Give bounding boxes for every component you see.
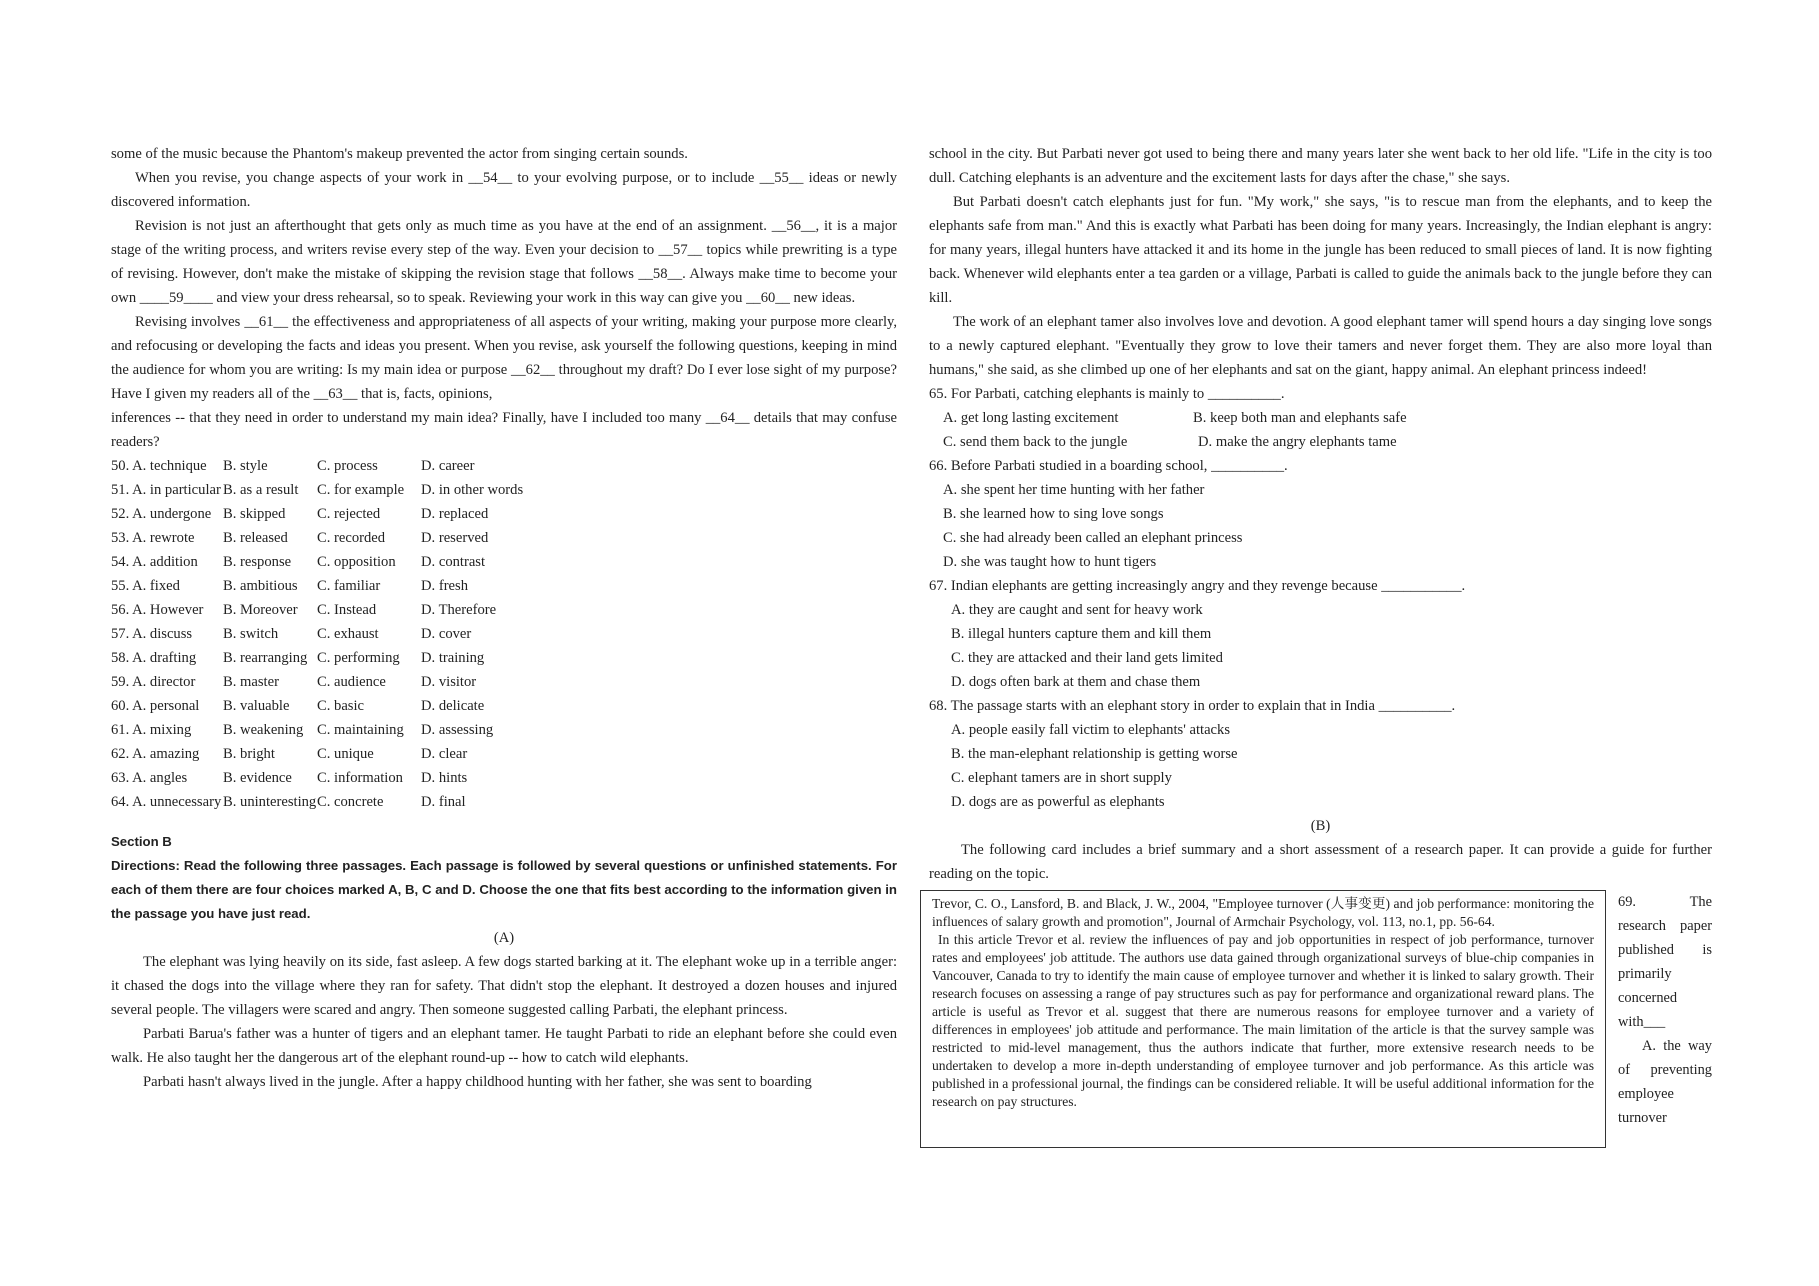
option-row — [111, 550, 897, 574]
option-b: B. uninteresting — [223, 794, 317, 810]
option-a: 50. A. technique — [111, 458, 207, 474]
option-d: D. cover — [421, 626, 472, 642]
option-b: B. as a result — [223, 482, 299, 498]
question-67: 67. Indian elephants are getting increasingly angry and they revenge because ___________. — [929, 578, 1466, 594]
option-c: C. audience — [317, 674, 386, 690]
option-b: B. evidence — [223, 770, 292, 786]
section-title: Section B — [111, 834, 172, 849]
option-68-d: D. dogs are as powerful as elephants — [951, 794, 1165, 810]
paragraph-involves: Revising involves __61__ the effectiveness and appropriateness of all aspects of your writing, making your purpose more clearly, and refocusing or developing the facts and ideas you present. When you revise, ask yourself the following questions, keeping in mind the audience for whom you are writing: Is my main idea or purpose __62__ throughout my draft? Do I ever lose sight of my purpose? Have I given my readers all of the __63__ that is, facts, opinions, — [111, 314, 897, 402]
option-b: B. switch — [223, 626, 279, 642]
option-a: 51. A. in particular — [111, 482, 221, 498]
option-d: D. hints — [421, 770, 468, 786]
option-b: B. style — [223, 458, 268, 474]
question-66: 66. Before Parbati studied in a boarding school, __________. — [929, 458, 1288, 474]
option-row — [111, 478, 897, 502]
option-d: D. visitor — [421, 674, 477, 690]
option-b: B. skipped — [223, 506, 286, 522]
option-b: B. bright — [223, 746, 275, 762]
option-65-b: B. keep both man and elephants safe — [1193, 410, 1407, 426]
option-66-b: B. she learned how to sing love songs — [943, 506, 1164, 522]
option-68-b: B. the man-elephant relationship is getting worse — [951, 746, 1238, 762]
cloze-options — [111, 454, 897, 814]
question-69 — [1618, 890, 1712, 1130]
question-68: 68. The passage starts with an elephant story in order to explain that in India __________. — [929, 698, 1456, 714]
left-column — [111, 142, 897, 1094]
option-d: D. career — [421, 458, 475, 474]
option-row — [111, 646, 897, 670]
paragraph-revise: When you revise, you change aspects of your work in __54__ to your evolving purpose, or to include __55__ ideas or newly discovered information. — [111, 170, 897, 210]
question-68-options — [929, 718, 1712, 814]
option-row — [111, 766, 897, 790]
option-d: D. Therefore — [421, 602, 497, 618]
option-b: B. valuable — [223, 698, 290, 714]
option-row — [111, 526, 897, 550]
option-row — [111, 670, 897, 694]
passage-b-label: (B) — [1310, 818, 1331, 834]
option-c: C. rejected — [317, 506, 381, 522]
option-a: 56. A. However — [111, 602, 204, 618]
option-d: D. reserved — [421, 530, 489, 546]
option-d: D. contrast — [421, 554, 486, 570]
question-67-options — [929, 598, 1712, 694]
option-c: C. process — [317, 458, 378, 474]
option-a: 55. A. fixed — [111, 578, 180, 594]
option-b: B. Moreover — [223, 602, 298, 618]
paragraph-rescue: But Parbati doesn't catch elephants just for fun. "My work," she says, "is to rescue man from the elephants, and to keep the elephants safe from man." And this is exactly what Parbati has been doing for many years. Increasingly, the Indian elephant is angry: for many years, illegal hunters have attacked it and its home in the jungle has been reduced to small pieces of land. It is now fighting back. Whenever wild elephants enter a tea garden or a village, Parbati is called to guide the animals back to the jungle before they can kill. — [929, 194, 1712, 306]
paragraph-inferences: inferences -- that they need in order to understand my main idea? Finally, have I included too many __64__ details that may confuse readers? — [111, 410, 897, 450]
option-67-d: D. dogs often bark at them and chase them — [951, 674, 1201, 690]
option-c: C. exhaust — [317, 626, 379, 642]
option-row — [111, 694, 897, 718]
question-65-options — [929, 406, 1712, 454]
option-row — [111, 742, 897, 766]
option-b: B. released — [223, 530, 288, 546]
option-66-d: D. she was taught how to hunt tigers — [943, 554, 1157, 570]
intro-line: some of the music because the Phantom's makeup prevented the actor from singing certain sounds. — [111, 146, 688, 162]
option-c: C. for example — [317, 482, 405, 498]
right-column — [929, 142, 1712, 1126]
option-b: B. weakening — [223, 722, 304, 738]
option-67-c: C. they are attacked and their land gets limited — [951, 650, 1223, 666]
option-d: D. replaced — [421, 506, 489, 522]
directions: Directions: Read the following three passages. Each passage is followed by several questions or unfinished statements. For each of them there are four choices marked A, B, C and D. Choose the one that fits best according to the information given in the passage you have just read. — [111, 858, 897, 921]
option-c: C. familiar — [317, 578, 381, 594]
option-row — [111, 718, 897, 742]
passage-a-label: (A) — [493, 930, 515, 946]
option-69-a: A. the way of preventing employee turnover — [1618, 1038, 1712, 1126]
question-66-options — [929, 478, 1712, 574]
option-65-d: D. make the angry elephants tame — [1198, 434, 1397, 450]
option-row — [111, 622, 897, 646]
option-a: 53. A. rewrote — [111, 530, 195, 546]
option-c: C. unique — [317, 746, 374, 762]
passage-a-paragraph-3: Parbati hasn't always lived in the jungle. After a happy childhood hunting with her father, she was sent to boarding — [143, 1074, 812, 1090]
card-body: In this article Trevor et al. review the influences of pay and job opportunities in respect of job performance, turnover rates and employees' job attitude. The authors use data gained through organizational surveys of blue-chip companies in Vancouver, Canada to try to identify the main cause of employee turnover and whether it is linked to salary growth. Their research focuses on assessing a range of pay structures such as pay for performance and organizational reward plans. The article is useful as Trevor et al. suggest that there are numerous reasons for employee turnover and a variety of differences in employees' job attitude and performance. The main limitation of the article is that the survey sample was restricted to mid-level management, thus the authors indicate that further, more extensive research needs to be undertaken to develop a more in-depth understanding of employee turnover and job performance. As this article was published in a professional journal, the findings can be considered reliable. It will be useful additional information for the research on pay structures. — [932, 932, 1594, 1109]
option-67-a: A. they are caught and sent for heavy work — [951, 602, 1203, 618]
option-a: 62. A. amazing — [111, 746, 200, 762]
option-a: 57. A. discuss — [111, 626, 193, 642]
option-b: B. master — [223, 674, 279, 690]
option-a: 54. A. addition — [111, 554, 198, 570]
passage-a-paragraph-1: The elephant was lying heavily on its side, fast asleep. A few dogs started barking at it. The elephant woke up in a terrible anger: it chased the dogs into the village where they ran for safety. That didn't stop the elephant. It destroyed a dozen houses and injured several people. The villagers were scared and angry. Then someone suggested calling Parbati, the elephant princess. — [111, 954, 897, 1018]
question-69-stem: 69. The research paper published is primarily concerned with___ — [1618, 894, 1712, 1030]
option-67-b: B. illegal hunters capture them and kill them — [951, 626, 1212, 642]
option-c: C. opposition — [317, 554, 396, 570]
option-d: D. final — [421, 794, 466, 810]
option-c: C. basic — [317, 698, 365, 714]
option-a: 60. A. personal — [111, 698, 200, 714]
option-row — [111, 598, 897, 622]
option-68-a: A. people easily fall victim to elephants' attacks — [951, 722, 1231, 738]
option-68-c: C. elephant tamers are in short supply — [951, 770, 1172, 786]
option-d: D. assessing — [421, 722, 494, 738]
passage-a-paragraph-2: Parbati Barua's father was a hunter of tigers and an elephant tamer. He taught Parbati to ride an elephant before she could even walk. He also taught her the dangerous art of the elephant round-up -- how to catch wild elephants. — [111, 1026, 897, 1066]
question-65: 65. For Parbati, catching elephants is mainly to __________. — [929, 386, 1285, 402]
passage-b-intro: The following card includes a brief summary and a short assessment of a research paper. It can provide a guide for further reading on the topic. — [929, 842, 1712, 882]
option-c: C. maintaining — [317, 722, 404, 738]
paragraph-love: The work of an elephant tamer also involves love and devotion. A good elephant tamer will spend hours a day singing love songs to a newly captured elephant. "Eventually they grow to love their tamers and never forget them. They are also more loyal than humans," she said, as she climbed up one of her elephants and sat on the giant, happy animal. An elephant princess indeed! — [929, 314, 1712, 378]
option-row — [111, 574, 897, 598]
option-65-a: A. get long lasting excitement — [943, 410, 1119, 426]
option-a: 59. A. director — [111, 674, 196, 690]
option-65-c: C. send them back to the jungle — [943, 434, 1128, 450]
option-a: 63. A. angles — [111, 770, 188, 786]
option-66-c: C. she had already been called an elephant princess — [943, 530, 1243, 546]
paragraph-revision: Revision is not just an afterthought that gets only as much time as you have at the end of an assignment. __56__, it is a major stage of the writing process, and writers revise every step of the way. Even your decision to __57__ topics while prewriting is a type of revising. However, don't make the mistake of skipping the revision stage that follows __58__. Always make time to become your own ____59____ and view your dress rehearsal, so to speak. Reviewing your work in this way can give you __60__ new ideas. — [111, 218, 897, 306]
option-a: 52. A. undergone — [111, 506, 212, 522]
option-row — [111, 502, 897, 526]
option-b: B. response — [223, 554, 292, 570]
option-b: B. rearranging — [223, 650, 308, 666]
option-a: 64. A. unnecessary — [111, 794, 222, 810]
option-c: C. concrete — [317, 794, 384, 810]
option-c: C. information — [317, 770, 403, 786]
option-d: D. fresh — [421, 578, 469, 594]
option-a: 58. A. drafting — [111, 650, 197, 666]
card-citation: Trevor, C. O., Lansford, B. and Black, J. W., 2004, "Employee turnover (人事变更) and job performance: monitoring the influences of salary growth and promotion", Journal of Armchair Psychology, vol. 113, no.1, pp. 56-64. — [932, 896, 1594, 929]
option-d: D. clear — [421, 746, 468, 762]
option-c: C. Instead — [317, 602, 377, 618]
option-a: 61. A. mixing — [111, 722, 192, 738]
option-d: D. in other words — [421, 482, 524, 498]
option-c: C. recorded — [317, 530, 386, 546]
paragraph-city: school in the city. But Parbati never got used to being there and many years later she went back to her old life. "Life in the city is too dull. Catching elephants is an adventure and the excitement lasts for days after the chase," she says. — [929, 146, 1712, 186]
option-b: B. ambitious — [223, 578, 298, 594]
option-d: D. training — [421, 650, 485, 666]
option-c: C. performing — [317, 650, 400, 666]
option-d: D. delicate — [421, 698, 485, 714]
option-row — [111, 790, 897, 814]
research-card — [920, 890, 1606, 1148]
option-66-a: A. she spent her time hunting with her father — [943, 482, 1205, 498]
option-row — [111, 454, 897, 478]
